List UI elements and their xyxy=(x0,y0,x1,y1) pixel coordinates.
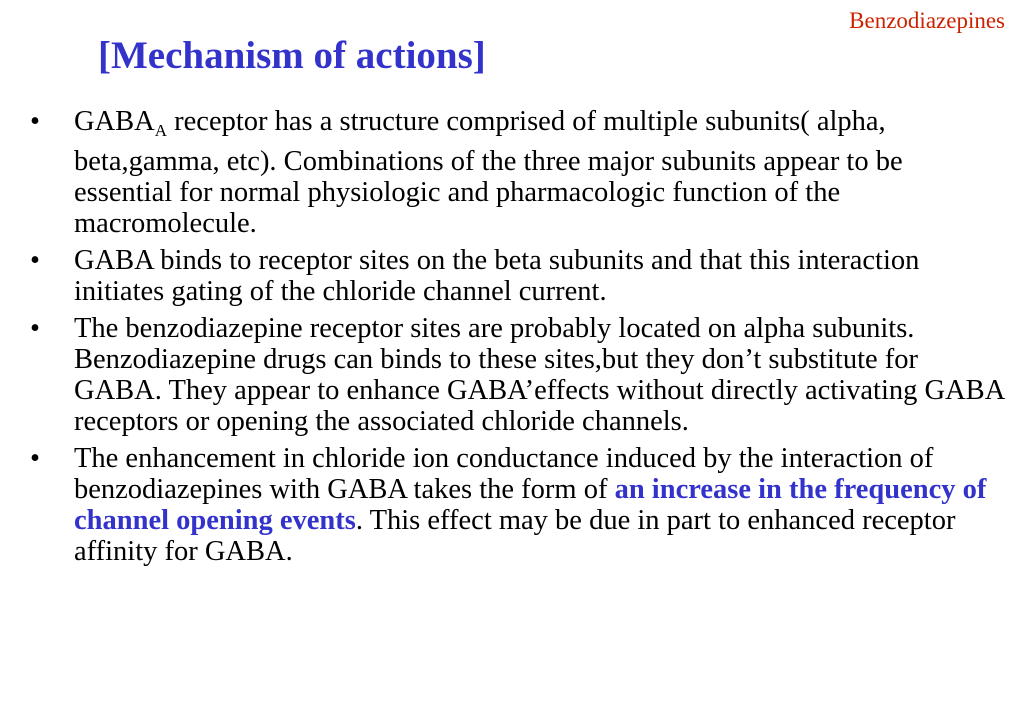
bullet-list xyxy=(30,106,1005,573)
bullet-text-lead: GABA xyxy=(74,106,155,137)
bullet-text-after: . This effect may be due in part to enhanced receptor affinity for GABA. xyxy=(74,505,956,567)
bullet-item-2 xyxy=(30,245,1005,307)
bullet-text: receptor has a structure comprised of multiple subunits( alpha, beta,gamma, etc). Combinations of the three major subunits appear to be essential for normal physiologic and pharmacologic function of the macromolecule. xyxy=(74,106,903,239)
topic-label: Benzodiazepines xyxy=(849,8,1005,33)
bullet-item-3 xyxy=(30,313,1005,437)
bullet-item-1 xyxy=(30,106,1005,239)
bullet-text-before: The enhancement in chloride ion conductance induced by the interaction of benzodiazepines with GABA takes the form of xyxy=(74,443,934,505)
bullet-item-4 xyxy=(30,443,1005,567)
emphasized-text: an increase in the frequency of channel opening events xyxy=(74,474,987,536)
bullet-text: GABA binds to receptor sites on the beta subunits and that this interaction initiates gating of the chloride channel current. xyxy=(74,245,920,307)
bullet-marker: • xyxy=(30,313,40,344)
bullet-marker: • xyxy=(30,106,40,137)
gaba-subscript: A xyxy=(154,121,168,140)
bullet-text: The benzodiazepine receptor sites are probably located on alpha subunits. Benzodiazepine drugs can binds to these sites,but they don’t substitute for GABA. They appear to enhance GABA’effects without directly activating GABA receptors or opening the associated chloride channels. xyxy=(74,313,1004,437)
slide-title: [Mechanism of actions] xyxy=(98,34,486,77)
bullet-marker: • xyxy=(30,245,40,276)
bullet-marker: • xyxy=(30,443,40,474)
